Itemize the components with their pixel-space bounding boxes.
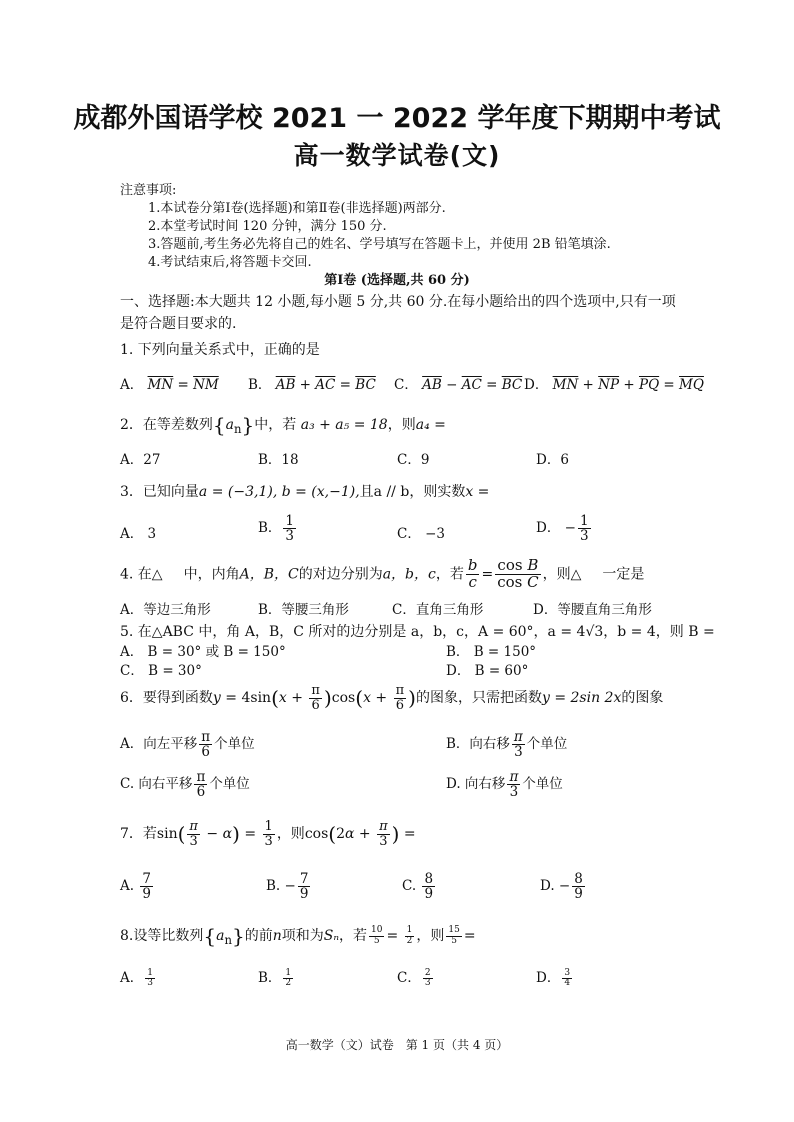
q8-option-d: D． $\frac{3}{4}$ (536, 967, 571, 988)
notice-item: 3.答题前,考生务必先将自己的姓名、学号填写在答题卡上，并使用 2B 铅笔填涂. (148, 237, 611, 252)
q5-option-c: C． B = 30° (120, 663, 202, 679)
exam-subtitle: 高一数学试卷(文) (293, 141, 501, 170)
question-7-stem: 7．若sin( $\frac{\pi}{3}$ − α) = $\frac{1}{3}$ ，则cos(2α + $\frac{\pi}{3}$ ) = (120, 819, 416, 849)
q5-option-a: A． B = 30° 或 B = 150° (120, 644, 286, 660)
q6-option-c: C. 向右平移 $\frac{\pi}{6}$ 个单位 (120, 769, 250, 801)
q7-option-d: D. − $\frac{8}{9}$ (540, 871, 583, 903)
q6-option-d: D. 向右移 $\frac{\pi}{3}$ 个单位 (446, 769, 563, 801)
question-8-stem: 8.设等比数列$\{a_n\}$的前n项和为Sₙ，若 $\frac{10}{5}$ = $\frac{1}{2}$ ，则 $\frac{15}{5}$ = (120, 924, 476, 948)
notice-item: 1.本试卷分第Ⅰ卷(选择题)和第Ⅱ卷(非选择题)两部分. (148, 201, 446, 216)
intro-line: 是符合题目要求的. (120, 316, 237, 332)
section-title: 第Ⅰ卷 (选择题,共 60 分) (324, 273, 470, 288)
q1-option-b: B． $\overline{AB} + \overline{AC} = \overline{BC}$ (248, 377, 376, 393)
question-3-stem: 3．已知向量a = (−3,1), b = (x,−1),且a // b，则实数x = (120, 484, 490, 500)
question-1-stem: 1. 下列向量关系式中，正确的是 (120, 342, 320, 358)
q7-option-b: B. − $\frac{7}{9}$ (266, 871, 309, 903)
q7-option-c: C. $\frac{8}{9}$ (402, 871, 434, 903)
q3-option-a: A． 3 (120, 526, 157, 542)
q1-option-a: A． $\overline{MN} = \overline{NM}$ (120, 377, 219, 393)
q5-option-d: D． B = 60° (446, 663, 529, 679)
question-6-stem: 6．要得到函数y = 4sin(x + $\frac{\pi}{6}$ )cos(x + $\frac{\pi}{6}$ )的图象，只需把函数y = 2sin 2x的图象 (120, 683, 664, 713)
q3-option-b: B． $\frac{1}{3}$ (258, 513, 295, 545)
q6-option-b: B．向右移 $\frac{\pi}{3}$ 个单位 (446, 729, 568, 761)
q1-option-c: C． $\overline{AB} - \overline{AC} = \overline{BC}$ (394, 377, 523, 393)
q2-option-c: C．9 (397, 452, 430, 468)
intro-line: 一、选择题:本大题共 12 小题,每小题 5 分,共 60 分.在每小题给出的四个选项中,只有一项 (120, 294, 676, 310)
notice-item: 4.考试结束后,将答题卡交回. (148, 255, 312, 270)
q7-option-a: A. $\frac{7}{9}$ (120, 871, 151, 903)
q4-option-a: A．等边三角形 (120, 602, 211, 618)
question-4-stem: 4. 在△ 中，内角A，B，C的对边分别为a，b，c，若 $\frac{b}{c}$ = $\frac{\text{cos B}}{\text{cos C}}$ ，则△ 一定是 (120, 556, 645, 591)
q2-option-d: D．6 (536, 452, 569, 468)
q4-option-c: C．直角三角形 (392, 602, 484, 618)
q6-option-a: A．向左平移 $\frac{\pi}{6}$ 个单位 (120, 729, 255, 761)
question-2-stem: 2．在等差数列$\{a_n\}$中，若 a₃ + a₅ = 18，则a₄ = (120, 413, 446, 437)
q8-option-b: B． $\frac{1}{2}$ (258, 967, 292, 988)
page-footer: 高一数学（文）试卷 第 1 页（共 4 页） (285, 1038, 509, 1052)
q3-option-d: D． − $\frac{1}{3}$ (536, 513, 589, 545)
q8-option-a: A． $\frac{1}{3}$ (120, 967, 153, 988)
q8-option-c: C． $\frac{2}{3}$ (397, 967, 431, 988)
notice-heading: 注意事项: (120, 183, 177, 198)
question-5-stem: 5. 在△ABC 中，角 A，B，C 所对的边分别是 a，b，c，A = 60°，a = 4√3，b = 4，则 B = (120, 624, 715, 640)
q2-option-a: A．27 (120, 452, 161, 468)
q4-option-d: D．等腰直角三角形 (533, 602, 652, 618)
q3-option-c: C． −3 (397, 526, 446, 542)
q1-option-d: D． $\overline{MN} + \overline{NP} + \overline{PQ} = \overline{MQ}$ (524, 377, 704, 393)
q4-option-b: B．等腰三角形 (258, 602, 349, 618)
q2-option-b: B．18 (258, 452, 299, 468)
q5-option-b: B． B = 150° (446, 644, 537, 660)
exam-title: 成都外国语学校 2021 一 2022 学年度下期期中考试 (73, 103, 721, 134)
notice-item: 2.本堂考试时间 120 分钟，满分 150 分. (148, 219, 387, 234)
